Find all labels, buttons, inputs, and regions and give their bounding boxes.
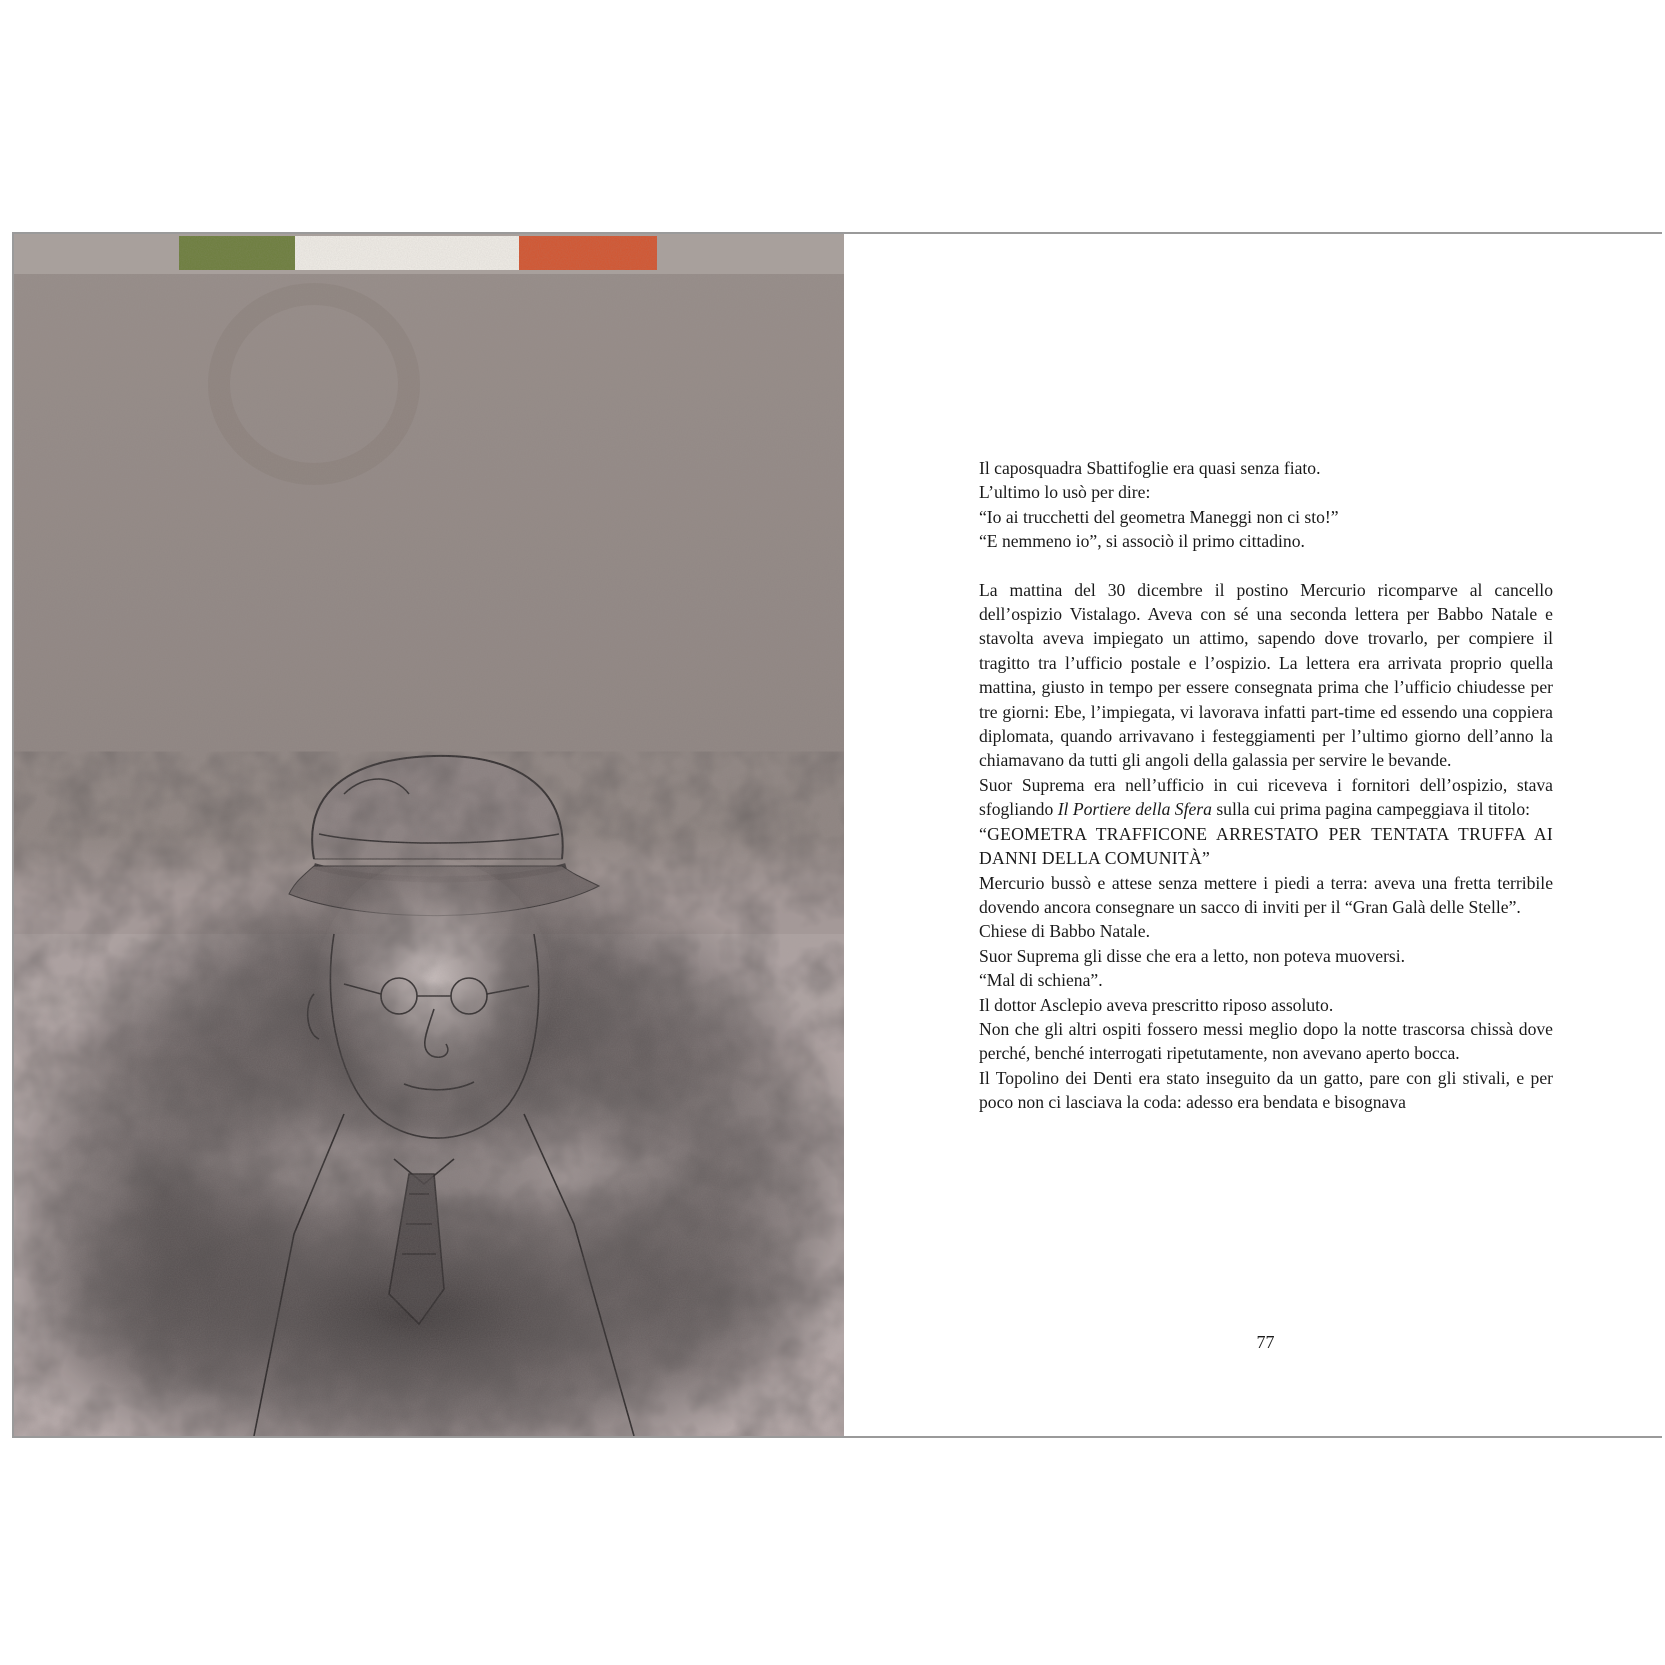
paragraph: Suor Suprema gli disse che era a letto, non poteva muoversi. (979, 945, 1406, 966)
paragraph: Il dottor Asclepio aveva prescritto riposo assoluto. (979, 994, 1334, 1015)
paragraph: Non che gli altri ospiti fossero messi meglio dopo la notte trascorsa chissà dove perché, benché interrogati ripetutamente, non avevano aperto bocca. (979, 1018, 1553, 1064)
man-in-bowler-hat-illustration (14, 234, 844, 1436)
book-spread (12, 232, 1662, 1438)
intro-line: “E nemmeno io”, si associò il primo cittadino. (979, 531, 1305, 552)
illustration-panel (14, 234, 844, 1436)
paragraph: Il Topolino dei Denti era stato inseguito da un gatto, pare con gli stivali, e per poco non ci lasciava la coda: adesso era bendata e bisognava (979, 1067, 1553, 1113)
paragraph: Chiese di Babbo Natale. (979, 921, 1151, 942)
main-paragraph: La mattina del 30 dicembre il postino Mercurio ricomparve al cancello dell’ospizio Vistalago. Aveva con sé una seconda lettera per Babbo Natale e stavolta aveva impiegato un attimo, sapendo dove trovarlo, per compiere il tragitto tra l’ufficio postale e l’ospizio. La lettera era arrivata proprio quella mattina, giusto in tempo per essere consegnata prima che l’ufficio chiudesse per tre giorni: Ebe, l’impiegata, vi lavorava infatti part-time ed essendo una coppiera diplomata, quando arrivavano i festeggiamenti per l’ultimo giorno dell’anno la chiamavano da tutti gli angoli della galassia per servire le bevande. (979, 579, 1553, 771)
page-number: 77 (1256, 1332, 1275, 1352)
suor-paragraph: Suor Suprema era nell’ufficio in cui riceveva i fornitori dell’ospizio, stava sfogliando Il Portiere della Sfera sulla cui prima pagina campeggiava il titolo: (979, 774, 1553, 820)
body-text (979, 456, 1553, 1115)
paragraph: “Mal di schiena”. (979, 970, 1103, 991)
intro-line: “Io ai trucchetti del geometra Maneggi non ci sto!” (979, 506, 1339, 527)
intro-line: Il caposquadra Sbattifoglie era quasi senza fiato. (979, 458, 1321, 478)
text-page (844, 234, 1662, 1436)
intro-line: L’ultimo lo usò per dire: (979, 482, 1151, 503)
headline: “GEOMETRA TRAFFICONE ARRESTATO PER TENTATA TRUFFA AI DANNI DELLA COMUNITÀ” (979, 823, 1553, 869)
paragraph: Mercurio bussò e attese senza mettere i piedi a terra: aveva una fretta terribile dovendo ancora consegnare un sacco di inviti per il “Gran Galà delle Stelle”. (979, 872, 1553, 917)
newspaper-title: Il Portiere della Sfera (1057, 799, 1212, 820)
